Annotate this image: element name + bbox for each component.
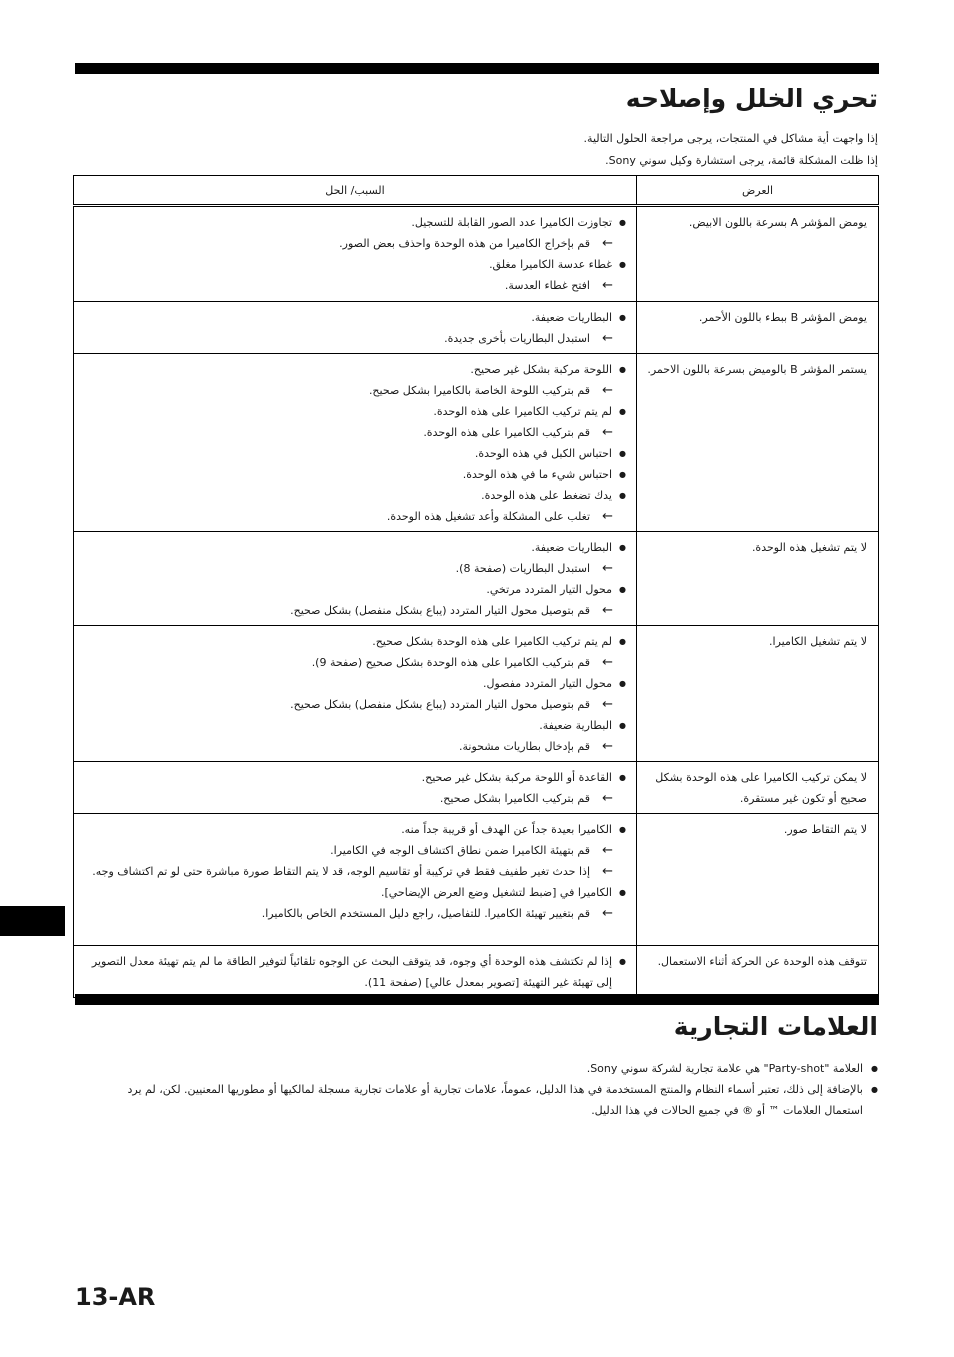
symptom-text: لا يمكن تركيب الكاميرا على هذه الوحدة بشكل صحيح أو تكون غير مستقرة. — [655, 771, 867, 805]
cause-item: ● البطاريات ضعيفة. — [80, 537, 626, 558]
solution-item: ← افتح غطاء العدسة. — [80, 275, 626, 296]
solution-cell — [74, 626, 637, 762]
symptom-cell — [637, 946, 879, 998]
solution-cell — [74, 814, 637, 946]
symptom-cell — [637, 532, 879, 626]
cause-item: ● محول التيار المتردد مرتخي. — [80, 579, 626, 600]
solution-item: ← قم بتركيب الكاميرا على هذه الوحدة. — [80, 422, 626, 443]
solution-item: ← استبدل البطاريات بأخرى جديدة. — [80, 328, 626, 349]
intro-line: إذا ظلت المشكلة قائمة، يرجى استشارة وكيل سوني Sony. — [605, 154, 878, 167]
table-row — [74, 206, 879, 302]
cause-item: ● احتباس شيء ما في هذه الوحدة. — [80, 464, 626, 485]
cause-item: ● البطارية ضعيفة. — [80, 715, 626, 736]
table-row — [74, 354, 879, 532]
table-row — [74, 532, 879, 626]
table-header-row — [74, 176, 879, 206]
symptom-cell — [637, 302, 879, 354]
intro-line: إذا واجهت أية مشاكل في المنتجات، يرجى مراجعة الحلول التالية. — [583, 132, 878, 145]
page-number: 13-AR — [75, 1283, 156, 1311]
symptom-cell — [637, 206, 879, 302]
troubleshooting-table — [73, 175, 879, 998]
solution-cell — [74, 302, 637, 354]
cause-item: ● يدك تضغط على هذه الوحدة. — [80, 485, 626, 506]
cause-item: ● الكاميرا بعيدة جداً عن الهدف أو قريبة جداً منه. — [80, 819, 626, 840]
table-row — [74, 302, 879, 354]
trademark-item: ● بالإضافة إلى ذلك، تعتبر أسماء النظام والمنتج المستخدمة في هذا الدليل، عموماً، علامات تجارية أو علامات تجارية مسجلة لمالكيها أو مطوريها المعنيين. لكن، لم يرد استعمال العلامات ™ أو ® في جميع الحالات في هذا الدليل. — [88, 1079, 878, 1121]
cause-item: ● غطاء عدسة الكاميرا مغلق. — [80, 254, 626, 275]
solution-item: ← قم بتركيب اللوحة الخاصة بالكاميرا بشكل صحيح. — [80, 380, 626, 401]
cause-item: ● لم يتم تركيب الكاميرا على هذه الوحدة بشكل صحيح. — [80, 631, 626, 652]
solution-item: ← قم بتغيير تهيئة الكاميرا. للتفاصيل، راجع دليل المستخدم الخاص بالكاميرا. — [80, 903, 626, 924]
symptom-text: يستمر المؤشر B بالوميض بسرعة باللون الاحمر. — [647, 363, 867, 376]
column-header-symptom: العرض — [637, 176, 879, 206]
troubleshooting-title: تحري الخلل وإصلاحه — [625, 84, 878, 113]
solution-item: ← تغلب على المشكلة وأعد تشغيل هذه الوحدة. — [80, 506, 626, 527]
trademarks-title: العلامات التجارية — [673, 1012, 878, 1041]
table-row — [74, 626, 879, 762]
column-header-solution: السبب/ الحل — [74, 176, 637, 206]
table-row — [74, 946, 879, 998]
symptom-text: يومض المؤشر A بسرعة باللون الابيض. — [688, 216, 867, 229]
solution-item: ← قم بتركيب الكاميرا على هذه الوحدة بشكل صحيح (صفحة 9). — [80, 652, 626, 673]
solution-cell — [74, 354, 637, 532]
top-section-rule — [75, 63, 879, 74]
cause-item: ● تجاوزت الكاميرا عدد الصور القابلة للتسجيل. — [80, 212, 626, 233]
section-tab-marker — [0, 906, 65, 936]
solution-item: ← قم بتوصيل محول التيار المتردد (يباع بشكل منفصل) بشكل صحيح. — [80, 600, 626, 621]
solution-item: ← قم بتوصيل محول التيار المتردد (يباع بشكل منفصل) بشكل صحيح. — [80, 694, 626, 715]
solution-cell — [74, 206, 637, 302]
symptom-text: يومض المؤشر B ببطء باللون الأحمر. — [698, 311, 867, 324]
cause-item: ● لم يتم تركيب الكاميرا على هذه الوحدة. — [80, 401, 626, 422]
symptom-cell — [637, 762, 879, 814]
solution-item: ← إذا حدث تغير طفيف فقط في تركيبة أو تقاسيم الوجه، قد لا يتم التقاط صورة مباشرة حتى لو تم اكتشاف وجه. — [80, 861, 626, 882]
cause-item: ● محول التيار المتردد مفصول. — [80, 673, 626, 694]
troubleshooting-intro — [584, 128, 878, 172]
symptom-text: تتوقف هذه الوحدة عن الحركة أثناء الاستعمال. — [657, 955, 867, 968]
symptom-text: لا يتم تشغيل الكاميرا. — [769, 635, 867, 648]
solution-cell — [74, 946, 637, 998]
solution-item: ← قم بتهيئة الكاميرا ضمن نطاق اكتشاف الوجه في الكاميرا. — [80, 840, 626, 861]
cause-item: ● الكاميرا في [ضبط لتشغيل وضع العرض الإيضاحي]. — [80, 882, 626, 903]
cause-item: ● إذا لم تكتشف هذه الوحدة أي وجوه، قد يتوقف البحث عن الوجوه تلقائياً لتوفير الطاقة ما لم يتم تهيئة معدل التصوير إلى تهيئة غير التهيئة [تصوير بمعدل عالي] (صفحة 11). — [80, 951, 626, 993]
solution-item: ← قم بتركيب الكاميرا بشكل صحيح. — [80, 788, 626, 809]
symptom-text: لا يتم التقاط صور. — [783, 823, 867, 836]
symptom-cell — [637, 814, 879, 946]
solution-item: ← قم بإدخال بطاريات مشحونة. — [80, 736, 626, 757]
solution-cell — [74, 532, 637, 626]
second-section-rule — [75, 994, 879, 1005]
solution-item: ← استبدل البطاريات (صفحة 8). — [80, 558, 626, 579]
cause-item: ● احتباس الكبل في هذه الوحدة. — [80, 443, 626, 464]
trademarks-list — [88, 1058, 878, 1121]
symptom-text: لا يتم تشغيل هذه الوحدة. — [751, 541, 867, 554]
symptom-cell — [637, 626, 879, 762]
cause-item: ● البطاريات ضعيفة. — [80, 307, 626, 328]
symptom-cell — [637, 354, 879, 532]
solution-item: ← قم بإخراج الكاميرا من هذه الوحدة واحذف بعض الصور. — [80, 233, 626, 254]
solution-cell — [74, 762, 637, 814]
table-row — [74, 762, 879, 814]
table-row — [74, 814, 879, 946]
cause-item: ● اللوحة مركبة بشكل غير صحيح. — [80, 359, 626, 380]
cause-item: ● القاعدة أو اللوحة مركبة بشكل غير صحيح. — [80, 767, 626, 788]
trademark-item: ● العلامة "Party-shot" هي علامة تجارية لشركة سوني Sony. — [88, 1058, 878, 1079]
